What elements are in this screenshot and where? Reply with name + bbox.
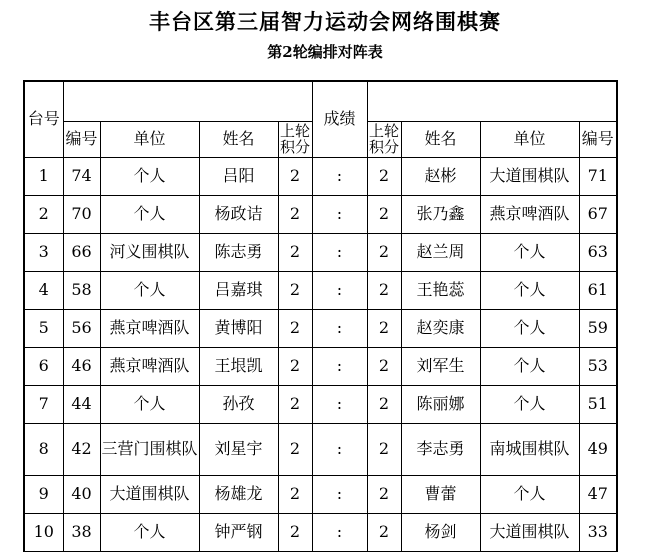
document-title: 丰台区第三届智力运动会网络围棋赛 (149, 9, 501, 34)
right-num-cell: 51 (579, 385, 617, 423)
right-score-cell: 2 (367, 385, 401, 423)
left-unit-cell: 个人 (100, 195, 199, 233)
left-score-cell: 2 (278, 423, 312, 475)
left-num-cell: 74 (63, 157, 100, 195)
left-name-cell: 钟严钢 (199, 513, 278, 551)
header-right-group (367, 81, 617, 121)
right-score-cell: 2 (367, 195, 401, 233)
right-name-cell: 赵奕康 (401, 309, 480, 347)
left-num-cell: 56 (63, 309, 100, 347)
table-row (24, 475, 617, 513)
result-cell: : (312, 195, 367, 233)
left-score-cell: 2 (278, 271, 312, 309)
header-right-score: 上轮积分 (368, 122, 399, 156)
header-right-name: 姓名 (401, 121, 480, 157)
left-name-cell: 吕阳 (199, 157, 278, 195)
result-cell: : (312, 233, 367, 271)
table-row (24, 347, 617, 385)
right-unit-cell: 个人 (480, 271, 579, 309)
left-num-cell: 38 (63, 513, 100, 551)
board-cell: 6 (24, 347, 63, 385)
right-name-cell: 刘军生 (401, 347, 480, 385)
right-unit-cell: 个人 (480, 233, 579, 271)
right-num-cell: 49 (579, 423, 617, 475)
left-unit-cell: 个人 (100, 271, 199, 309)
result-cell: : (312, 513, 367, 551)
header-left-unit: 单位 (100, 121, 199, 157)
right-name-cell: 李志勇 (401, 423, 480, 475)
board-cell: 1 (24, 157, 63, 195)
board-cell: 4 (24, 271, 63, 309)
right-unit-cell: 个人 (480, 309, 579, 347)
board-cell: 7 (24, 385, 63, 423)
left-num-cell: 70 (63, 195, 100, 233)
table-row (24, 195, 617, 233)
pairing-table (23, 80, 618, 552)
right-unit-cell: 燕京啤酒队 (480, 195, 579, 233)
table-row (24, 513, 617, 551)
left-score-cell: 2 (278, 475, 312, 513)
result-cell: : (312, 347, 367, 385)
left-score-cell: 2 (278, 233, 312, 271)
left-unit-cell: 三营门围棋队 (100, 423, 199, 475)
header-row-top (24, 81, 617, 121)
right-unit-cell: 个人 (480, 385, 579, 423)
header-right-num: 编号 (579, 121, 617, 157)
left-name-cell: 黄博阳 (199, 309, 278, 347)
result-cell: : (312, 423, 367, 475)
right-unit-cell: 大道围棋队 (480, 513, 579, 551)
right-num-cell: 53 (579, 347, 617, 385)
left-name-cell: 吕嘉琪 (199, 271, 278, 309)
right-num-cell: 63 (579, 233, 617, 271)
board-cell: 8 (24, 423, 63, 475)
left-score-cell: 2 (278, 513, 312, 551)
table-row (24, 385, 617, 423)
right-name-cell: 赵兰周 (401, 233, 480, 271)
header-left-name: 姓名 (199, 121, 278, 157)
left-unit-cell: 燕京啤酒队 (100, 347, 199, 385)
result-cell: : (312, 309, 367, 347)
header-left-group (63, 81, 312, 121)
left-score-cell: 2 (278, 385, 312, 423)
right-score-cell: 2 (367, 309, 401, 347)
right-name-cell: 赵彬 (401, 157, 480, 195)
left-score-cell: 2 (278, 347, 312, 385)
right-score-cell: 2 (367, 513, 401, 551)
left-unit-cell: 个人 (100, 157, 199, 195)
left-name-cell: 孙孜 (199, 385, 278, 423)
table-row (24, 423, 617, 475)
right-num-cell: 47 (579, 475, 617, 513)
table-row (24, 157, 617, 195)
right-unit-cell: 个人 (480, 475, 579, 513)
left-name-cell: 陈志勇 (199, 233, 278, 271)
right-score-cell: 2 (367, 423, 401, 475)
right-unit-cell: 大道围棋队 (480, 157, 579, 195)
result-cell: : (312, 271, 367, 309)
left-score-cell: 2 (278, 309, 312, 347)
left-name-cell: 刘星宇 (199, 423, 278, 475)
header-result: 成绩 (312, 81, 367, 157)
result-cell: : (312, 385, 367, 423)
board-cell: 3 (24, 233, 63, 271)
table-row (24, 233, 617, 271)
left-score-cell: 2 (278, 157, 312, 195)
right-name-cell: 陈丽娜 (401, 385, 480, 423)
left-unit-cell: 河义围棋队 (100, 233, 199, 271)
left-unit-cell: 燕京啤酒队 (100, 309, 199, 347)
right-name-cell: 曹蕾 (401, 475, 480, 513)
result-cell: : (312, 157, 367, 195)
left-name-cell: 杨政诘 (199, 195, 278, 233)
header-right-unit: 单位 (480, 121, 579, 157)
right-num-cell: 61 (579, 271, 617, 309)
table-row (24, 309, 617, 347)
right-score-cell: 2 (367, 233, 401, 271)
left-unit-cell: 个人 (100, 385, 199, 423)
right-unit-cell: 南城围棋队 (480, 423, 579, 475)
right-num-cell: 33 (579, 513, 617, 551)
right-name-cell: 张乃鑫 (401, 195, 480, 233)
left-name-cell: 王垠凯 (199, 347, 278, 385)
right-unit-cell: 个人 (480, 347, 579, 385)
left-name-cell: 杨雄龙 (199, 475, 278, 513)
right-num-cell: 67 (579, 195, 617, 233)
board-cell: 5 (24, 309, 63, 347)
header-board: 台号 (24, 81, 63, 157)
left-num-cell: 46 (63, 347, 100, 385)
document-subtitle: 第2轮编排对阵表 (267, 43, 383, 61)
left-num-cell: 58 (63, 271, 100, 309)
right-name-cell: 杨剑 (401, 513, 480, 551)
right-name-cell: 王艳蕊 (401, 271, 480, 309)
left-num-cell: 40 (63, 475, 100, 513)
right-score-cell: 2 (367, 271, 401, 309)
board-cell: 2 (24, 195, 63, 233)
header-left-num: 编号 (63, 121, 100, 157)
right-score-cell: 2 (367, 347, 401, 385)
left-unit-cell: 大道围棋队 (100, 475, 199, 513)
left-unit-cell: 个人 (100, 513, 199, 551)
left-num-cell: 66 (63, 233, 100, 271)
right-score-cell: 2 (367, 157, 401, 195)
left-score-cell: 2 (278, 195, 312, 233)
table-row (24, 271, 617, 309)
right-num-cell: 71 (579, 157, 617, 195)
right-num-cell: 59 (579, 309, 617, 347)
header-left-score: 上轮积分 (279, 122, 310, 156)
left-num-cell: 44 (63, 385, 100, 423)
board-cell: 9 (24, 475, 63, 513)
result-cell: : (312, 475, 367, 513)
right-score-cell: 2 (367, 475, 401, 513)
left-num-cell: 42 (63, 423, 100, 475)
board-cell: 10 (24, 513, 63, 551)
